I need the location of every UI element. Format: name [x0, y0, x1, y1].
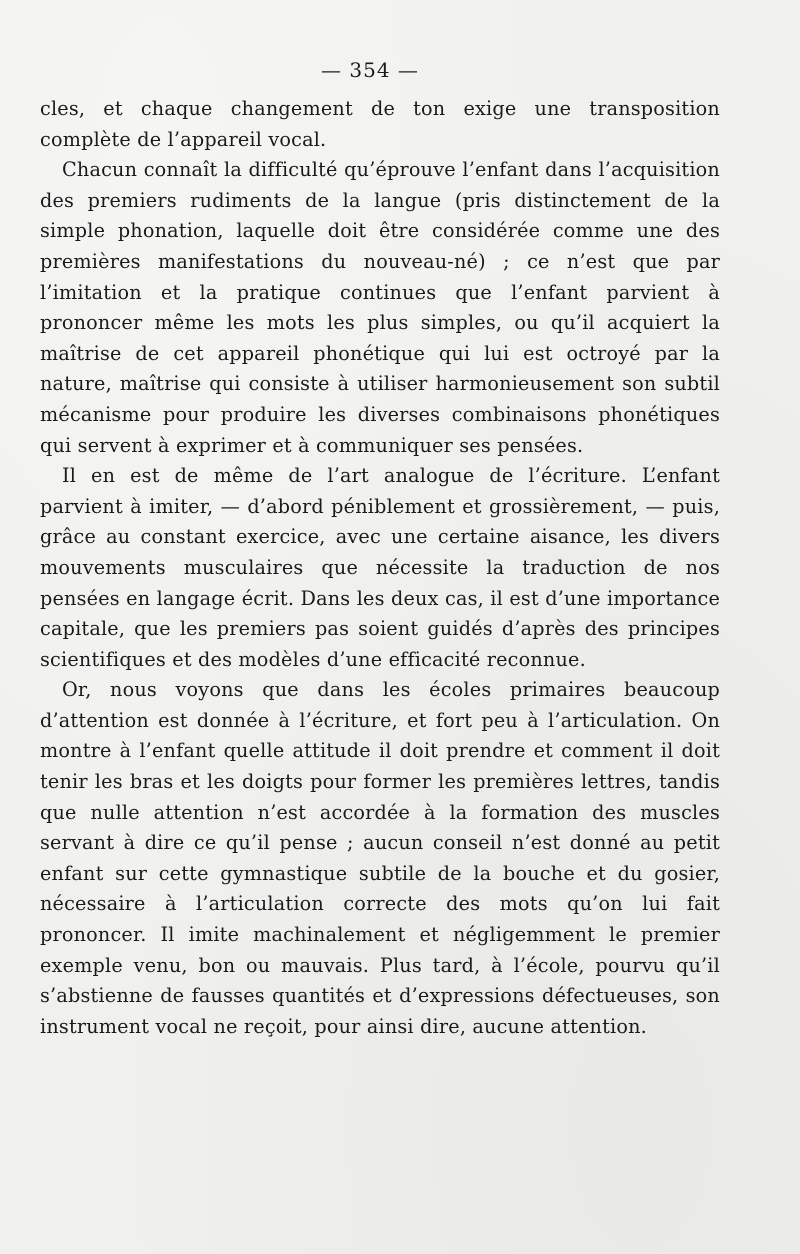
page-number: — 354 — — [321, 58, 419, 82]
paragraph-4: Or, nous voyons que dans les écoles primaires beaucoup d’attention est donnée à l’écriture, et fort peu à l’articulation. On montre à l’enfant quelle attitude il doit prendre et comment il doit tenir les bras et les doigts pour former les premières lettres, tandis que nulle attention n’est accordée à la formation des muscles servant à dire ce qu’il pense ; aucun conseil n’est donné au petit enfant sur cette gymnastique subtile de la bouche et du gosier, nécessaire à l’articulation correcte des mots qu’on lui fait prononcer. Il imite machinalement et négligemment le premier exemple venu, bon ou mauvais. Plus tard, à l’école, pourvu qu’il s’abstienne de fausses quantités et d’expressions défectueuses, son instrument vocal ne reçoit, pour ainsi dire, aucune attention. — [40, 678, 720, 1038]
paragraph-1: cles, et chaque changement de ton exige une transposition complète de l’appareil vocal. — [40, 97, 720, 151]
paragraph-3: Il en est de même de l’art analogue de l’écriture. L’enfant parvient à imiter, — d’abord péniblement et grossièrement, — puis, grâce au constant exercice, avec une certaine aisance, les divers mouvements musculaires que nécessite la traduction de nos pensées en langage écrit. Dans les deux cas, il est d’une importance capitale, que les premiers pas soient guidés d’après des principes scientifiques et des modèles d’une efficacité reconnue. — [40, 464, 720, 671]
body-text — [40, 94, 720, 1042]
paragraph-2: Chacun connaît la difficulté qu’éprouve l’enfant dans l’acquisition des premiers rudiments de la langue (pris distinctement de la simple phonation, laquelle doit être considérée comme une des premières manifestations du nouveau-né) ; ce n’est que par l’imitation et la pratique continues que l’enfant parvient à prononcer même les mots les plus simples, ou qu’il acquiert la maîtrise de cet appareil phonétique qui lui est octroyé par la nature, maîtrise qui consiste à utiliser harmonieusement son subtil mécanisme pour produire les diverses combinaisons phonétiques qui servent à exprimer et à communiquer ses pensées. — [40, 158, 720, 457]
